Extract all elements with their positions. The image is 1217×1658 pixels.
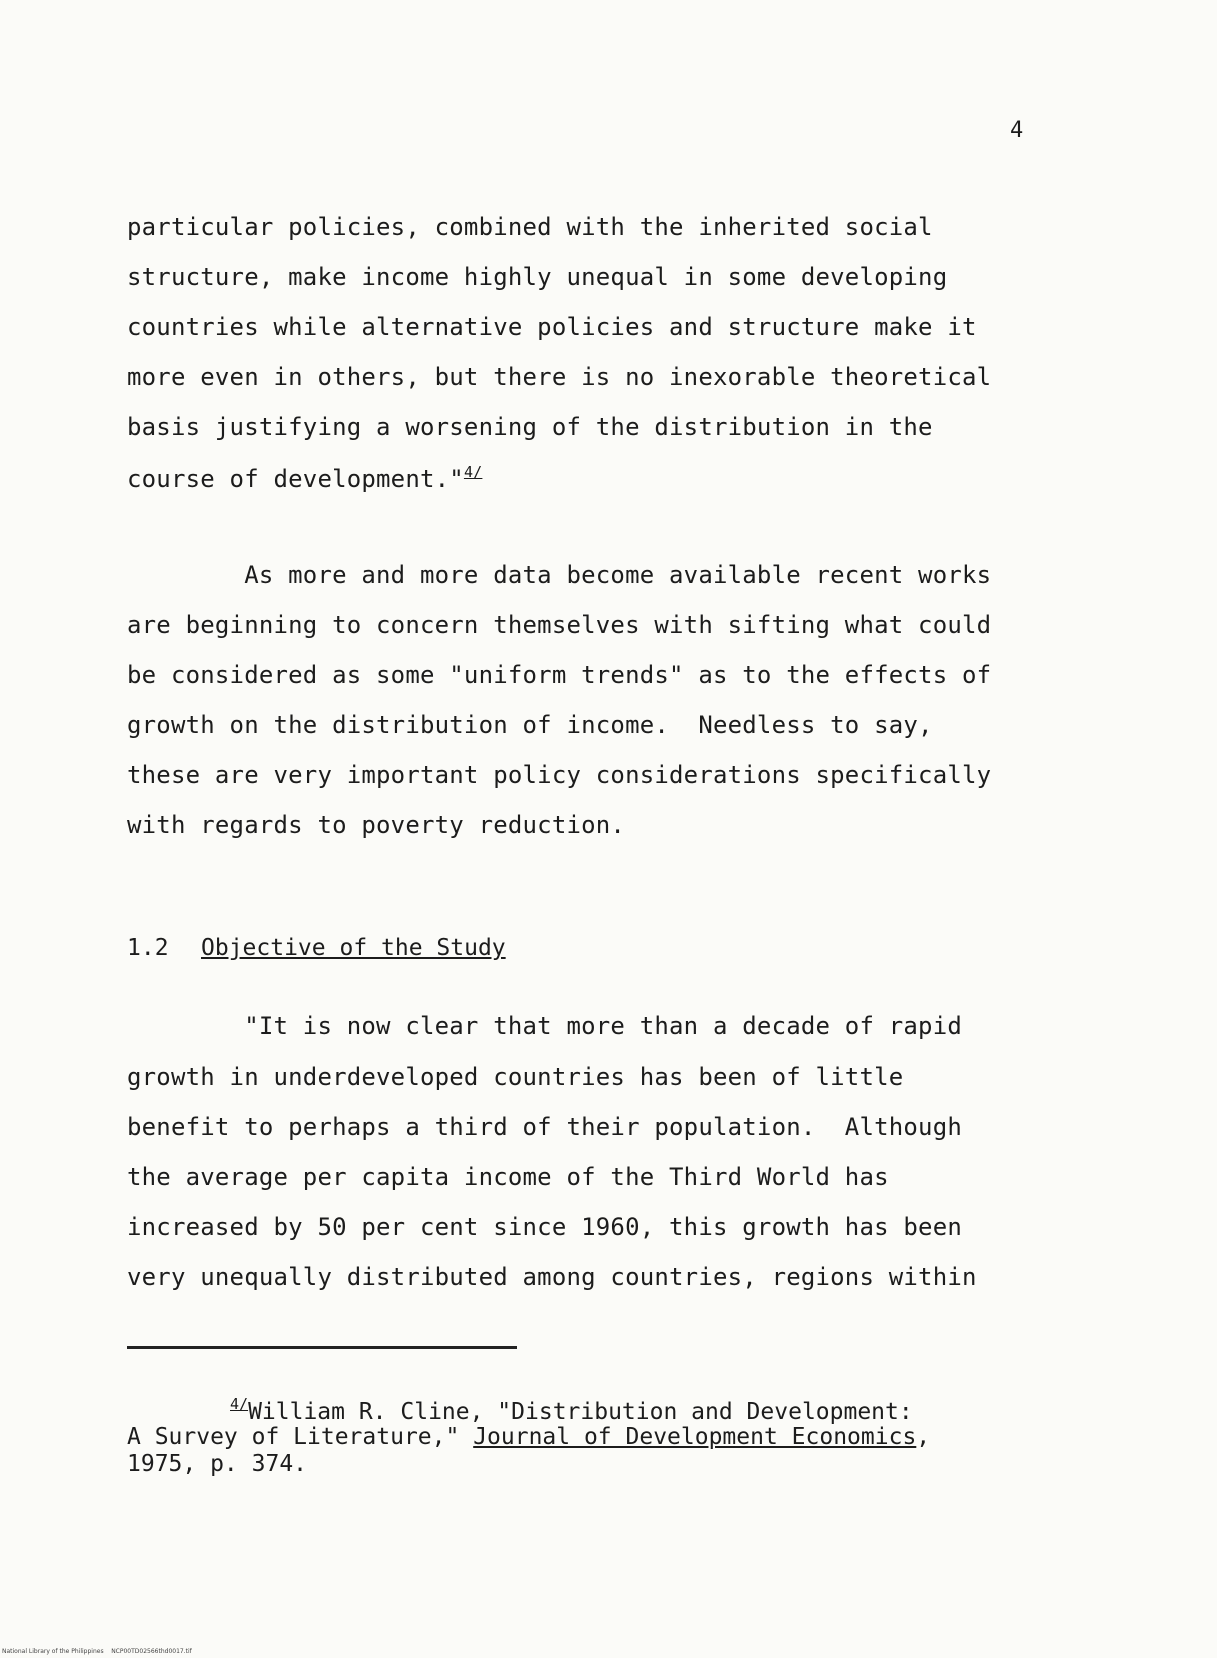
footnote-text: A Survey of Literature,": [127, 1424, 474, 1450]
section-title: Objective of the Study: [201, 935, 506, 961]
text-line: more even in others, but there is no inexorable theoretical: [127, 363, 992, 391]
section-number: 1.2: [127, 935, 169, 961]
text-line: very unequally distributed among countries, regions within: [127, 1263, 977, 1291]
text-line: particular policies, combined with the inherited social: [127, 213, 933, 241]
footnote-text: William R. Cline, "Distribution and Development:: [248, 1399, 913, 1425]
footnote-line: 1975, p. 374.: [127, 1451, 308, 1477]
text-line: basis justifying a worsening of the distribution in the: [127, 413, 933, 441]
text-line: with regards to poverty reduction.: [127, 811, 626, 839]
text-line: benefit to perhaps a third of their population. Although: [127, 1113, 963, 1141]
footnote-line: [230, 1395, 913, 1425]
footnote-line: [127, 1424, 930, 1450]
text-line: course of development.": [127, 465, 464, 493]
page-number: 4: [1010, 118, 1024, 143]
text-line: countries while alternative policies and structure make it: [127, 313, 977, 341]
text-line: be considered as some "uniform trends" as to the effects of: [127, 661, 992, 689]
journal-title: Journal of Development Economics: [473, 1424, 917, 1450]
text-line: the average per capita income of the Third World has: [127, 1163, 889, 1191]
text-line: growth on the distribution of income. Needless to say,: [127, 711, 933, 739]
text-line: As more and more data become available recent works: [127, 561, 992, 589]
text-line: "It is now clear that more than a decade of rapid: [127, 1012, 963, 1040]
footnote-divider: [127, 1346, 517, 1349]
archive-stamp: National Library of the Philippines NCP00TD02566thd0017.tif: [2, 1648, 192, 1655]
text-line-with-footnote: [127, 463, 482, 493]
text-line: increased by 50 per cent since 1960, this growth has been: [127, 1213, 963, 1241]
text-line: structure, make income highly unequal in some developing: [127, 263, 948, 291]
text-line: are beginning to concern themselves with sifting what could: [127, 611, 992, 639]
footnote-marker: 4/: [230, 1395, 249, 1413]
footnote-reference[interactable]: 4/: [463, 463, 483, 481]
text-line: growth in underdeveloped countries has been of little: [127, 1063, 904, 1091]
footnote-text: ,: [916, 1424, 931, 1450]
text-line: these are very important policy considerations specifically: [127, 761, 992, 789]
